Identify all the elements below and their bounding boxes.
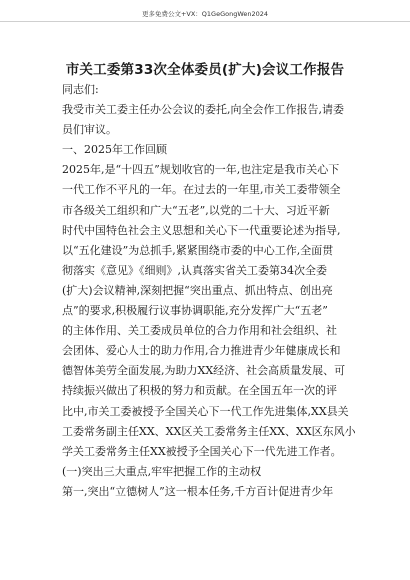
paragraph-line: (扩大)会议精神,深刻把握“突出重点、抓出特点、创出亮 <box>62 283 333 297</box>
paragraph-line: 比中,市关工委被授予全国关心下一代工作先进集体,XX县关 <box>62 404 349 418</box>
paragraph-line: 点”的要求,积极履行议事协调职能,充分发挥广大“五老” <box>62 304 328 318</box>
paragraph-line: 的主体作用、关工委成员单位的合力作用和社会组织、社 <box>62 324 337 338</box>
paragraph-line: 我受市关工委主任办公会议的委托,向全会作工作报告,请委 <box>62 103 344 117</box>
header-note: 更多免费公文+VX：Q1GeGongWen2024 <box>141 10 269 18</box>
paragraph-line: 学关工委常务主任XX被授予全国关心下一代先进工作者。 <box>62 444 342 458</box>
paragraph-line: 市各级关工组织和广大“五老”,以党的二十大、习近平新 <box>62 203 330 217</box>
paragraph-line: 员们审议。 <box>62 123 117 137</box>
salutation: 同志们: <box>62 83 99 96</box>
paragraph-line: 彻落实《意见》《细则》,认真落实省关工委第34次全委 <box>62 263 327 277</box>
paragraph-line: 会团体、爱心人士的助力作用,合力推进青少年健康成长和 <box>62 344 341 358</box>
paragraph-line: 工委常务副主任XX、XX区关工委常务主任XX、XX区东风小 <box>62 424 356 438</box>
header-divider <box>0 21 410 22</box>
paragraph-line: 时代中国特色社会主义思想和关心下一代重要论述为指导, <box>62 223 341 237</box>
paragraph-line: 第一,突出“立德树人”这一根本任务,千方百计促进青少年 <box>62 484 334 498</box>
paragraph-line: 德智体美劳全面发展,为助力XX经济、社会高质量发展、可 <box>62 364 346 378</box>
document-title: 市关工委第33次全体委员(扩大)会议工作报告 <box>65 62 345 78</box>
document-body <box>62 80 362 502</box>
paragraph-line: 一代工作不平凡的一年。在过去的一年里,市关工委带领全 <box>62 183 341 197</box>
paragraph-line: 2025年,是“十四五”规划收官的一年,也注定是我市关心下 <box>62 163 340 177</box>
paragraph-line: 以“五化建设”为总抓手,紧紧围绕市委的中心工作,全面贯 <box>62 243 334 257</box>
section-heading: 一、2025年工作回顾 <box>62 143 167 157</box>
paragraph-line: 持续振兴做出了积极的努力和贡献。在全国五年一次的评 <box>62 384 337 398</box>
subsection-heading: (一)突出三大重点,牢牢把握工作的主动权 <box>62 464 262 478</box>
